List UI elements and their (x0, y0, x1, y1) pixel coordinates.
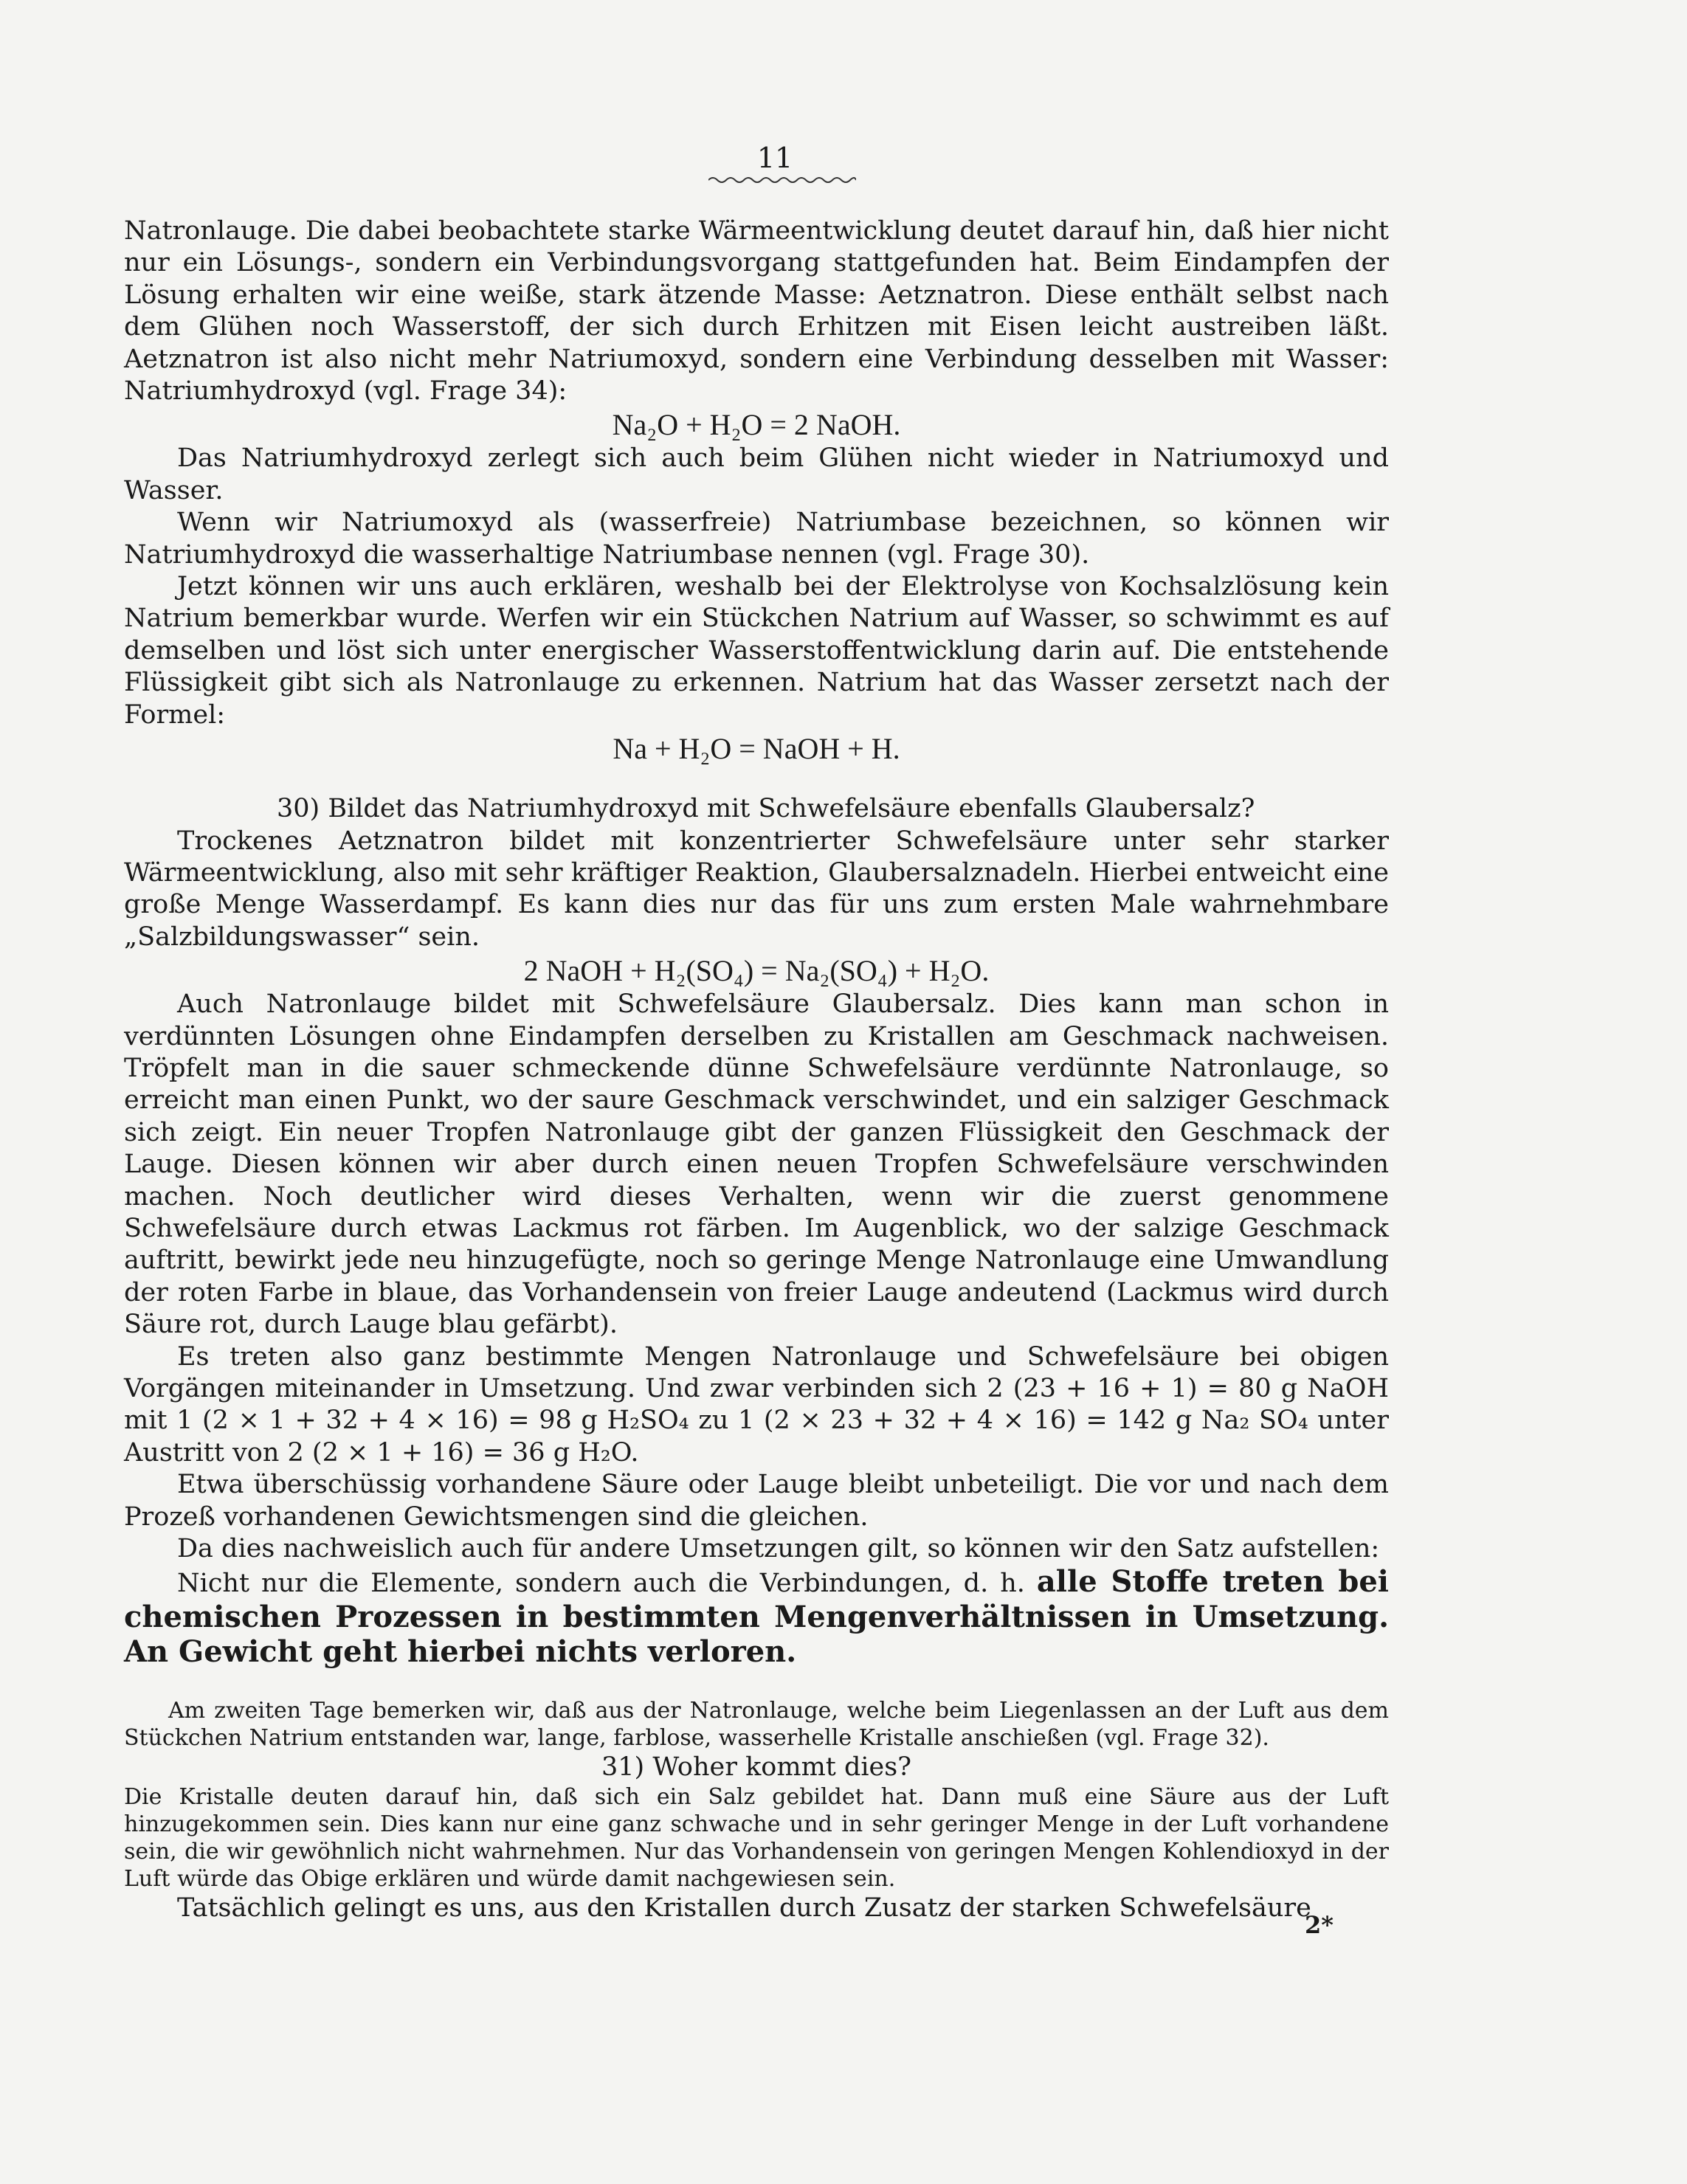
formula: Na + H₂O = NaOH + H. (613, 732, 900, 766)
formula: 2 NaOH + H₂(SO₄) = Na₂(SO₄) + H₂O. (523, 954, 990, 988)
paragraph: Etwa überschüssig vorhandene Säure oder Lauge bleibt unbeteiligt. Die vor und nach dem Prozeß vorhandenen Gewichtsmengen sind die gleichen. (124, 1470, 1389, 1532)
paragraph: Trockenes Aetznatron bildet mit konzentrierter Schwefelsäure unter sehr starker Wärmeentwicklung, also mit sehr kräftiger Reaktion, Glaubersalznadeln. Hierbei entweicht eine große Menge Wasserdampf. Es kann dies nur das für uns zum ersten Male wahrnehmbare „Salzbildungswasser“ sein. (124, 826, 1389, 952)
paragraph: Auch Natronlauge bildet mit Schwefelsäure Glaubersalz. Dies kann man schon in verdünnten Lösungen ohne Eindampfen derselben zu Kristallen am Geschmack nachweisen. Tröpfelt man in die sauer schmeckende dünne Schwefelsäure verdünnte Natronlauge, so erreicht man einen Punkt, wo der saure Geschmack verschwindet, und ein salziger Geschmack sich zeigt. Ein neuer Tropfen Natronlauge gibt der ganzen Flüssigkeit den Geschmack der Lauge. Diesen können wir aber durch einen neuen Tropfen Schwefelsäure verschwinden machen. Noch deutlicher wird dieses Verhalten, wenn wir die zuerst genommene Schwefelsäure durch etwas Lackmus rot färben. Im Augenblick, wo der salzige Geschmack auftritt, bewirkt jede neu hinzugefügte, noch so geringe Menge Natronlauge eine Umwandlung der roten Farbe in blaue, das Vorhandensein von freier Lauge andeutend (Lackmus wird durch Säure rot, durch Lauge blau gefärbt). (124, 989, 1389, 1340)
conclusion-paragraph (124, 1565, 1389, 1670)
paragraph-small: Am zweiten Tage bemerken wir, daß aus der Natronlauge, welche beim Liegenlassen an der Luft aus dem Stückchen Natrium entstanden war, lange, farblose, wasserhelle Kristalle anschießen (vgl. Frage 32). (124, 1697, 1389, 1751)
formula: Na₂O + H₂O = 2 NaOH. (612, 408, 901, 442)
conclusion-bold: alle Stoffe treten bei chemischen Prozessen in bestimmten Mengenverhältnissen in Umsetzung. An Gewicht geht hierbei nichts verloren. (124, 1564, 1389, 1670)
decorative-wave-rule (708, 174, 856, 186)
question-heading: 31) Woher kommt dies? (601, 1752, 911, 1782)
paragraph: Es treten also ganz bestimmte Mengen Natronlauge und Schwefelsäure bei obigen Vorgängen miteinander in Umsetzung. Und zwar verbinden sich 2 (23 + 16 + 1) = 80 g NaOH mit 1 (2 × 1 + 32 + 4 × 16) = 98 g H₂SO₄ zu 1 (2 × 23 + 32 + 4 × 16) = 142 g Na₂ SO₄ unter Austritt von 2 (2 × 1 + 16) = 36 g H₂O. (124, 1341, 1389, 1468)
paragraph-small: Die Kristalle deuten darauf hin, daß sich ein Salz gebildet hat. Dann muß eine Säure aus der Luft hinzugekommen sein. Dies kann nur eine ganz schwache und in sehr geringer Menge in der Luft vorhandene sein, die wir gewöhnlich nicht wahrnehmen. Nur das Vorhandensein von geringen Mengen Kohlendioxyd in der Luft würde das Obige erklären und würde damit nachgewiesen sein. (124, 1784, 1389, 1893)
paragraph: Natronlauge. Die dabei beobachtete starke Wärmeentwicklung deutet darauf hin, daß hier nicht nur ein Lösungs-, sondern ein Verbindungsvorgang stattgefunden hat. Beim Eindampfen der Lösung erhalten wir eine weiße, stark ätzende Masse: Aetznatron. Diese enthält selbst nach dem Glühen noch Wasserstoff, der sich durch Erhitzen mit Eisen leicht austreiben läßt. Aetznatron ist also nicht mehr Natriumoxyd, sondern eine Verbindung desselben mit Wasser: Natriumhydroxyd (vgl. Frage 34): (124, 216, 1389, 407)
conclusion-lead: Nicht nur die Elemente, sondern auch die Verbindungen, d. h. (177, 1569, 1025, 1599)
paragraph: Tatsächlich gelingt es uns, aus den Kristallen durch Zusatz der starken Schwefelsäure (177, 1893, 1311, 1924)
paragraph: Wenn wir Natriumoxyd als (wasserfreie) Natriumbase bezeichnen, so können wir Natriumhydroxyd die wasserhaltige Natriumbase nennen (vgl. Frage 30). (124, 508, 1389, 570)
paragraph: Jetzt können wir uns auch erklären, weshalb bei der Elektrolyse von Kochsalzlösung kein Natrium bemerkbar wurde. Werfen wir ein Stückchen Natrium auf Wasser, so schwimmt es auf demselben und löst sich unter energischer Wasserstoffentwicklung darin auf. Die entstehende Flüssigkeit gibt sich als Natronlauge zu erkennen. Natrium hat das Wasser zersetzt nach der Formel: (124, 572, 1389, 730)
question-heading: 30) Bildet das Natriumhydroxyd mit Schwefelsäure ebenfalls Glaubersalz? (277, 794, 1255, 824)
page-number: 11 (756, 142, 793, 174)
signature-mark: 2* (1305, 1911, 1334, 1939)
paragraph: Das Natriumhydroxyd zerlegt sich auch beim Glühen nicht wieder in Natriumoxyd und Wasser. (124, 443, 1389, 505)
text-body (124, 215, 1389, 1924)
paragraph: Da dies nachweislich auch für andere Umsetzungen gilt, so können wir den Satz aufstellen: (177, 1534, 1380, 1564)
